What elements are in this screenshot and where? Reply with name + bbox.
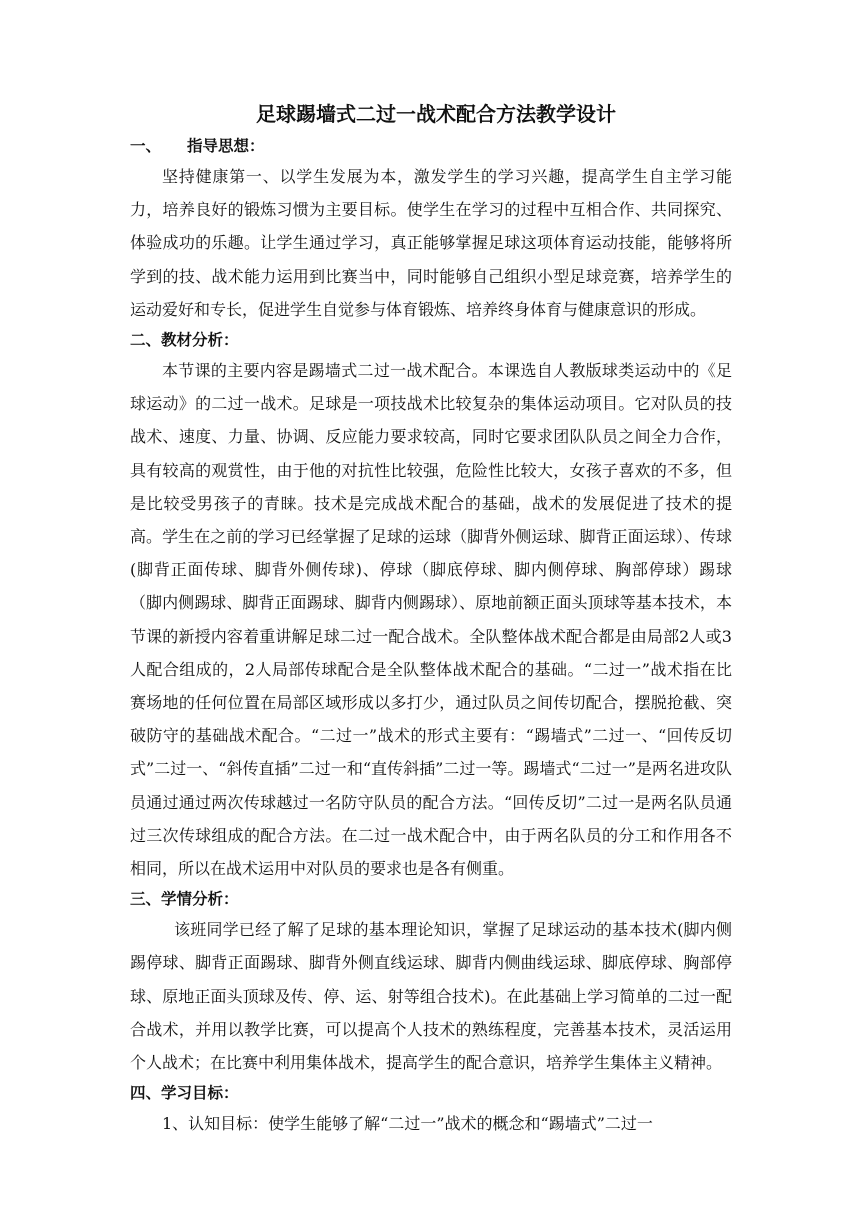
section-number: 一、 [130, 137, 162, 155]
section-learner-analysis [130, 885, 732, 1079]
section-heading [130, 1079, 732, 1107]
section-heading-text: 学习目标： [161, 1084, 239, 1103]
document-title: 足球踢墙式二过一战术配合方法教学设计 [256, 102, 616, 126]
section-heading-text: 指导思想： [187, 137, 265, 155]
objective-item: 1、认知目标：使学生能够了解“二过一”战术的概念和“踢墙式”二过一 [162, 1114, 653, 1134]
section-heading-text: 学情分析： [161, 890, 239, 909]
section-learning-objectives [130, 1079, 732, 1140]
document-page [130, 96, 732, 1140]
section-paragraph: 坚持健康第一、以学生发展为本，激发学生的学习兴趣，提高学生自主学习能力，培养良好的锻炼习惯为主要目标。使学生在学习的过程中互相合作、共同探究、体验成功的乐趣。让学生通过学习，真正能够掌握足球这项体育运动技能，能够将所学到的技、战术能力运用到比赛当中，同时能够自己组织小型足球竞赛，培养学生的运动爱好和专长，促进学生自觉参与体育锻炼、培养终身体育与健康意识的形成。 [130, 167, 732, 319]
section-number: 三、 [130, 890, 162, 909]
section-heading [130, 326, 732, 354]
section-guiding-ideology [130, 132, 732, 326]
section-heading [130, 132, 732, 160]
section-paragraph: 该班同学已经了解了足球的基本理论知识，掌握了足球运动的基本技术(脚内侧踢停球、脚背正面踢球、脚背外侧直线运球、脚背内侧曲线运球、脚底停球、胸部停球、原地正面头顶球及传、停、运、射等组合技术)。在此基础上学习简单的二过一配合战术，并用以教学比赛，可以提高个人技术的熟练程度，完善基本技术，灵活运用个人战术；在比赛中利用集体战术，提高学生的配合意识，培养学生集体主义精神。 [130, 920, 732, 1073]
section-number: 四、 [130, 1084, 162, 1103]
section-material-analysis [130, 326, 732, 885]
section-number: 二、 [130, 331, 162, 350]
section-paragraph: 本节课的主要内容是踢墙式二过一战术配合。本课选自人教版球类运动中的《足球运动》的二过一战术。足球是一项技战术比较复杂的集体运动项目。它对队员的技战术、速度、力量、协调、反应能力要求较高，同时它要求团队队员之间全力合作，具有较高的观赏性，由于他的对抗性比较强，危险性比较大，女孩子喜欢的不多，但是比较受男孩子的青睐。技术是完成战术配合的基础，战术的发展促进了技术的提高。学生在之前的学习已经掌握了足球的运球（脚背外侧运球、脚背正面运球）、传球(脚背正面传球、脚背外侧传球)、停球（脚底停球、脚内侧停球、胸部停球）踢球（脚内侧踢球、脚背正面踢球、脚背内侧踢球）、原地前额正面头顶球等基本技术，本节课的新授内容着重讲解足球二过一配合战术。全队整体战术配合都是由局部2人或3人配合组成的，2人局部传球配合是全队整体战术配合的基础。“二过一”战术指在比赛场地的任何位置在局部区域形成以多打少，通过队员之间传切配合，摆脱抢截、突破防守的基础战术配合。“二过一”战术的形式主要有：“踢墙式”二过一、“回传反切式”二过一、“斜传直插”二过一和“直传斜插”二过一等。踢墙式“二过一”是两名进攻队员通过通过两次传球越过一名防守队员的配合方法。“回传反切”二过一是两名队员通过三次传球组成的配合方法。在二过一战术配合中，由于两名队员的分工和作用各不相同，所以在战术运用中对队员的要求也是各有侧重。 [130, 361, 732, 879]
section-heading-text: 教材分析： [161, 331, 239, 350]
section-heading [130, 885, 732, 913]
